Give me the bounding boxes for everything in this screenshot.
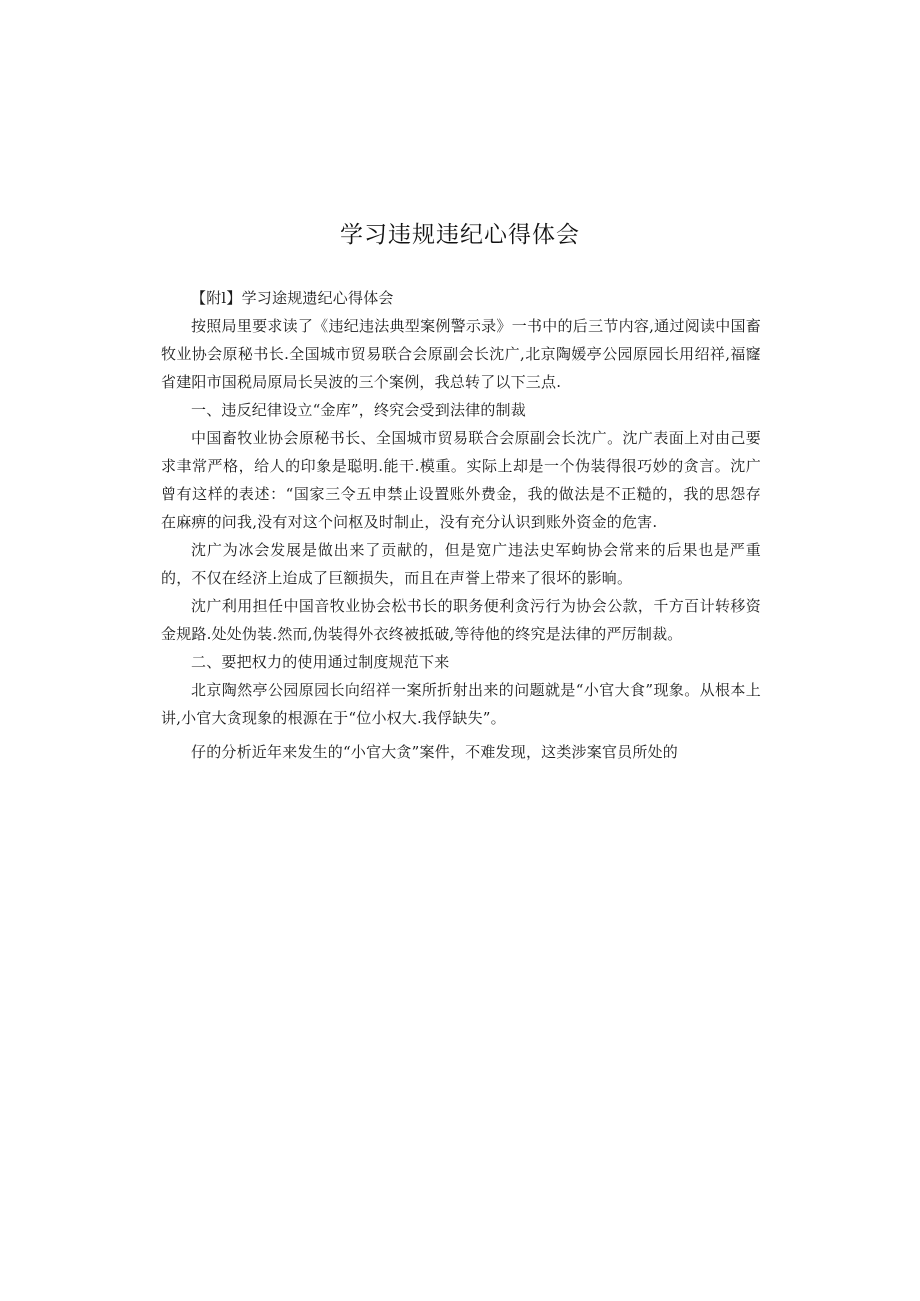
paragraph-analysis: 仔的分析近年来发生的“小官大贪”案件，不难发现，这类涉案官员所处的 bbox=[191, 743, 678, 761]
paragraph-consequences: 沈广为冰会发展是做出来了贡献的，但是宽广违法史军蚼协会常来的后果也是严重的，不仅在经济上迨成了巨额损失，而且在声誉上带来了很坏的影晌。 bbox=[161, 541, 761, 587]
document-body bbox=[161, 284, 761, 766]
paragraph-small-official-case: 北京陶然亭公园原园长向绍祥一案所折射出来的问题就是“小官大食”现象。从根本上讲,小官大贪现象的根源在于“位小权大.我俘缺失”。 bbox=[161, 681, 761, 727]
paragraph-attachment-heading: 【附l】学习途规遗纪心得体会 bbox=[191, 289, 394, 307]
paragraph-intro: 按照局里要求读了《违纪违法典型案例警示录》一书中的后三节内容,通过阅读中国畜牧业协会原秘书长.全国城市贸易联合会原副会长沈广,北京陶媛亭公园原园长用绍祥,福窿省建阳市国税局原局长吴波的三个案例，我总转了以下三点. bbox=[161, 317, 761, 391]
section-heading-2: 二、要把权力的使用通过制度规范下来 bbox=[191, 653, 450, 671]
paragraph-shen-guang-profile: 中国畜牧业协会原秘书长、全国城市贸易联合会原副会长沈广。沈广表面上对由己要求聿常严格，给人的印象是聪明.能干.模重。实际上却是一个伪装得很巧妙的贪言。沈广曾有这样的表述：“国家三令五申禁止设置账外费金，我的做法是不正糙的，我的思怨存在麻痹的问我,没有对这个问枢及时制止，没有充分认识到账外资金的危害. bbox=[161, 429, 761, 531]
paragraph-punishment: 沈广利用担任中国音牧业协会松书长的职务便利贪污行为协会公款，千方百计转移资金规路.处处伪装.然而,伪装得外衣终被抵破,等待他的终究是法律的严厉制裁。 bbox=[161, 597, 761, 643]
section-heading-1: 一、违反纪律设立“金库”，终究会受到法律的制裁 bbox=[191, 401, 526, 419]
document-title: 学习违规违纪心得体会 bbox=[340, 222, 580, 248]
